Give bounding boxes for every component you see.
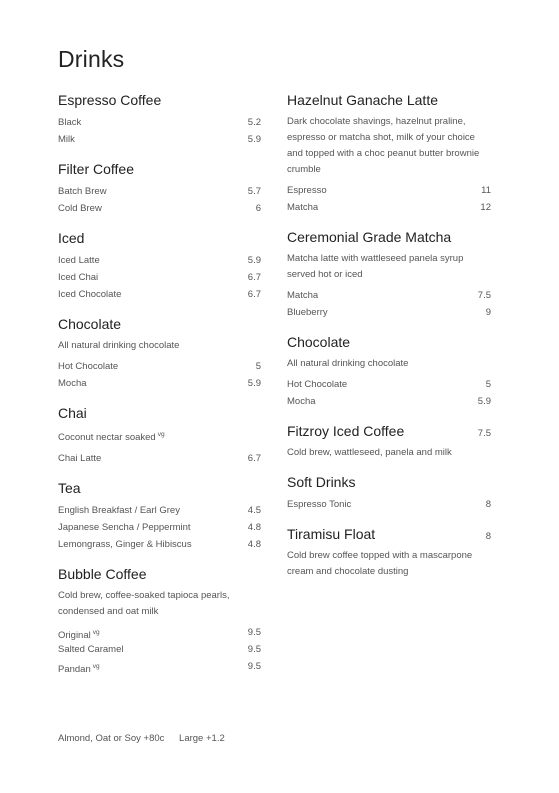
menu-item xyxy=(58,286,261,303)
menu-item xyxy=(58,450,261,467)
item-name-text: Iced Chocolate xyxy=(58,289,122,300)
vegan-tag: vg xyxy=(92,629,100,637)
section-description xyxy=(58,588,261,620)
item-price: 8 xyxy=(485,499,491,510)
item-price: 5.2 xyxy=(247,117,261,128)
menu-item xyxy=(58,183,261,200)
item-name xyxy=(58,658,100,675)
item-name-text: Mocha xyxy=(58,378,87,389)
vegan-tag: vg xyxy=(157,431,165,438)
item-name xyxy=(58,519,191,536)
item-name xyxy=(58,624,100,641)
item-name xyxy=(58,200,102,217)
section-title-text: Soft Drinks xyxy=(287,474,356,490)
menu-section-bubble-coffee xyxy=(58,566,261,675)
section-description xyxy=(287,445,491,461)
item-name-text: Iced Chai xyxy=(58,272,99,283)
item-name xyxy=(287,287,318,304)
vegan-tag: vg xyxy=(92,663,100,671)
menu-item xyxy=(58,200,261,217)
item-name-text: Iced Latte xyxy=(58,255,100,266)
milk-alternative-note: Almond, Oat or Soy +80c xyxy=(58,733,165,744)
section-title xyxy=(287,92,491,108)
menu-section-tiramisu-float xyxy=(287,526,491,580)
section-title xyxy=(58,230,261,246)
item-price: 4.8 xyxy=(247,539,261,551)
menu-section-chai xyxy=(58,405,261,467)
item-name xyxy=(58,358,118,375)
menu-column-left xyxy=(58,92,261,688)
section-title-text: Ceremonial Grade Matcha xyxy=(287,229,452,245)
section-title-text: Espresso Coffee xyxy=(58,92,162,108)
section-title-text: Tea xyxy=(58,480,81,497)
item-name-text: Blueberry xyxy=(287,307,328,318)
menu-item xyxy=(58,536,261,553)
menu-item xyxy=(58,641,261,658)
item-name-text: Pandan xyxy=(58,664,91,676)
item-name-text: Japanese Sencha / Peppermint xyxy=(58,522,191,534)
item-name xyxy=(287,393,316,410)
item-name xyxy=(58,450,101,467)
section-title xyxy=(58,566,261,582)
menu-item xyxy=(58,519,261,536)
item-price: 4.5 xyxy=(247,505,261,517)
item-name xyxy=(58,641,123,658)
section-description-text: Matcha latte with wattleseed panela syrup served hot or iced xyxy=(287,253,464,280)
item-name xyxy=(287,496,351,513)
item-name xyxy=(58,502,180,519)
menu-item xyxy=(58,375,261,392)
section-title-text: Iced xyxy=(58,230,85,246)
menu-section-iced xyxy=(58,230,261,303)
section-title xyxy=(58,316,261,332)
item-name-text: Lemongrass, Ginger & Hibiscus xyxy=(58,539,192,551)
item-price: 5.9 xyxy=(247,378,261,389)
section-description-text: Coconut nectar soaked xyxy=(58,432,156,444)
menu-item xyxy=(287,182,491,199)
section-description-text: All natural drinking chocolate xyxy=(58,340,180,351)
large-size-note: Large +1.2 xyxy=(179,733,225,744)
item-name xyxy=(58,131,75,148)
menu-item xyxy=(58,358,261,375)
menu-item xyxy=(287,496,491,513)
section-title-text: Bubble Coffee xyxy=(58,566,147,583)
item-name-text: Black xyxy=(58,117,82,128)
menu-item xyxy=(58,624,261,641)
menu-section-hazelnut-ganache-latte xyxy=(287,92,491,216)
menu-item xyxy=(287,393,491,410)
section-title xyxy=(287,526,491,542)
section-title-text: Filter Coffee xyxy=(58,161,134,177)
item-name xyxy=(58,375,87,392)
item-price: 5.9 xyxy=(247,255,261,266)
item-name-text: Salted Caramel xyxy=(58,644,124,656)
item-price: 12 xyxy=(480,202,491,213)
section-description-text: Cold brew coffee topped with a mascarpone cream and chocolate dusting xyxy=(287,550,473,577)
item-name-text: Cold Brew xyxy=(58,203,102,214)
item-name xyxy=(287,182,327,199)
menu-item xyxy=(287,376,491,393)
section-title xyxy=(58,480,261,496)
menu-item xyxy=(287,304,491,321)
section-description xyxy=(287,356,491,372)
menu-item xyxy=(58,131,261,148)
menu-column-right xyxy=(287,92,491,593)
item-price: 5.9 xyxy=(477,396,491,407)
section-title xyxy=(58,405,261,421)
item-name xyxy=(287,199,318,216)
section-description xyxy=(287,114,491,178)
footer-note xyxy=(58,733,225,744)
item-name-text: Espresso xyxy=(287,185,327,196)
section-title-text: Tiramisu Float xyxy=(287,526,376,542)
item-name xyxy=(58,183,107,200)
section-title-text: Chocolate xyxy=(287,334,351,350)
section-description xyxy=(287,548,491,580)
menu-item xyxy=(58,502,261,519)
item-price: 5 xyxy=(255,361,261,372)
item-price: 6.7 xyxy=(247,272,261,283)
menu-section-soft-drinks xyxy=(287,474,491,513)
item-price: 5.7 xyxy=(247,186,261,197)
item-name-text: Espresso Tonic xyxy=(287,499,352,510)
menu-section-fitzroy-iced-coffee xyxy=(287,423,491,461)
item-price: 5.9 xyxy=(247,134,261,145)
section-description-text: Dark chocolate shavings, hazelnut praline, espresso or matcha shot, milk of your choice and topped with a choc peanut butter brownie crumble xyxy=(287,116,480,175)
section-title-text: Chai xyxy=(58,405,87,421)
section-title xyxy=(287,334,491,350)
menu-section-chocolate xyxy=(287,334,491,410)
item-name-text: English Breakfast / Earl Grey xyxy=(58,505,180,517)
item-price: 6.7 xyxy=(247,289,261,300)
item-price: 5 xyxy=(485,379,491,390)
item-name-text: Matcha xyxy=(287,290,319,301)
section-title-text: Hazelnut Ganache Latte xyxy=(287,92,438,108)
item-name xyxy=(58,286,121,303)
item-price: 9.5 xyxy=(247,661,261,673)
item-price: 9 xyxy=(485,307,491,318)
item-name xyxy=(58,252,100,269)
item-name xyxy=(287,304,328,321)
section-price: 8 xyxy=(485,531,491,542)
item-price: 6.7 xyxy=(247,453,261,465)
menu-item xyxy=(58,269,261,286)
menu-section-ceremonial-grade-matcha xyxy=(287,229,491,321)
item-name-text: Chai Latte xyxy=(58,453,102,465)
section-title-text: Chocolate xyxy=(58,316,122,332)
item-name-text: Mocha xyxy=(287,396,316,407)
section-description xyxy=(58,338,261,354)
page-title: Drinks xyxy=(58,46,125,72)
section-title xyxy=(58,92,261,108)
item-name-text: Original xyxy=(58,630,91,642)
section-description-text: Cold brew, coffee-soaked tapioca pearls, condensed and oat milk xyxy=(58,590,230,618)
item-price: 4.8 xyxy=(247,522,261,534)
item-name xyxy=(287,376,347,393)
item-price: 6 xyxy=(255,203,261,214)
section-title xyxy=(287,474,491,490)
menu-item xyxy=(287,287,491,304)
item-price: 7.5 xyxy=(477,290,491,301)
menu-section-tea xyxy=(58,480,261,553)
item-name-text: Hot Chocolate xyxy=(287,379,348,390)
menu-section-chocolate xyxy=(58,316,261,392)
section-description-text: Cold brew, wattleseed, panela and milk xyxy=(287,447,452,458)
section-description xyxy=(287,251,491,283)
item-price: 9.5 xyxy=(247,627,261,639)
section-title-text: Fitzroy Iced Coffee xyxy=(287,423,405,439)
section-title xyxy=(287,423,491,439)
item-name xyxy=(58,269,98,286)
item-name-text: Matcha xyxy=(287,202,319,213)
menu-item xyxy=(58,252,261,269)
menu-item xyxy=(287,199,491,216)
item-name xyxy=(58,114,81,131)
section-title xyxy=(58,161,261,177)
item-name-text: Batch Brew xyxy=(58,186,107,197)
menu-section-filter-coffee xyxy=(58,161,261,217)
item-price: 11 xyxy=(481,185,491,196)
section-title xyxy=(287,229,491,245)
item-price: 9.5 xyxy=(247,644,261,656)
menu-item xyxy=(58,658,261,675)
item-name-text: Milk xyxy=(58,134,75,145)
item-name-text: Hot Chocolate xyxy=(58,361,119,372)
item-name xyxy=(58,536,192,553)
section-price: 7.5 xyxy=(477,428,491,439)
section-description xyxy=(58,427,261,446)
menu-section-espresso-coffee xyxy=(58,92,261,148)
menu-item xyxy=(58,114,261,131)
section-description-text: All natural drinking chocolate xyxy=(287,358,409,369)
